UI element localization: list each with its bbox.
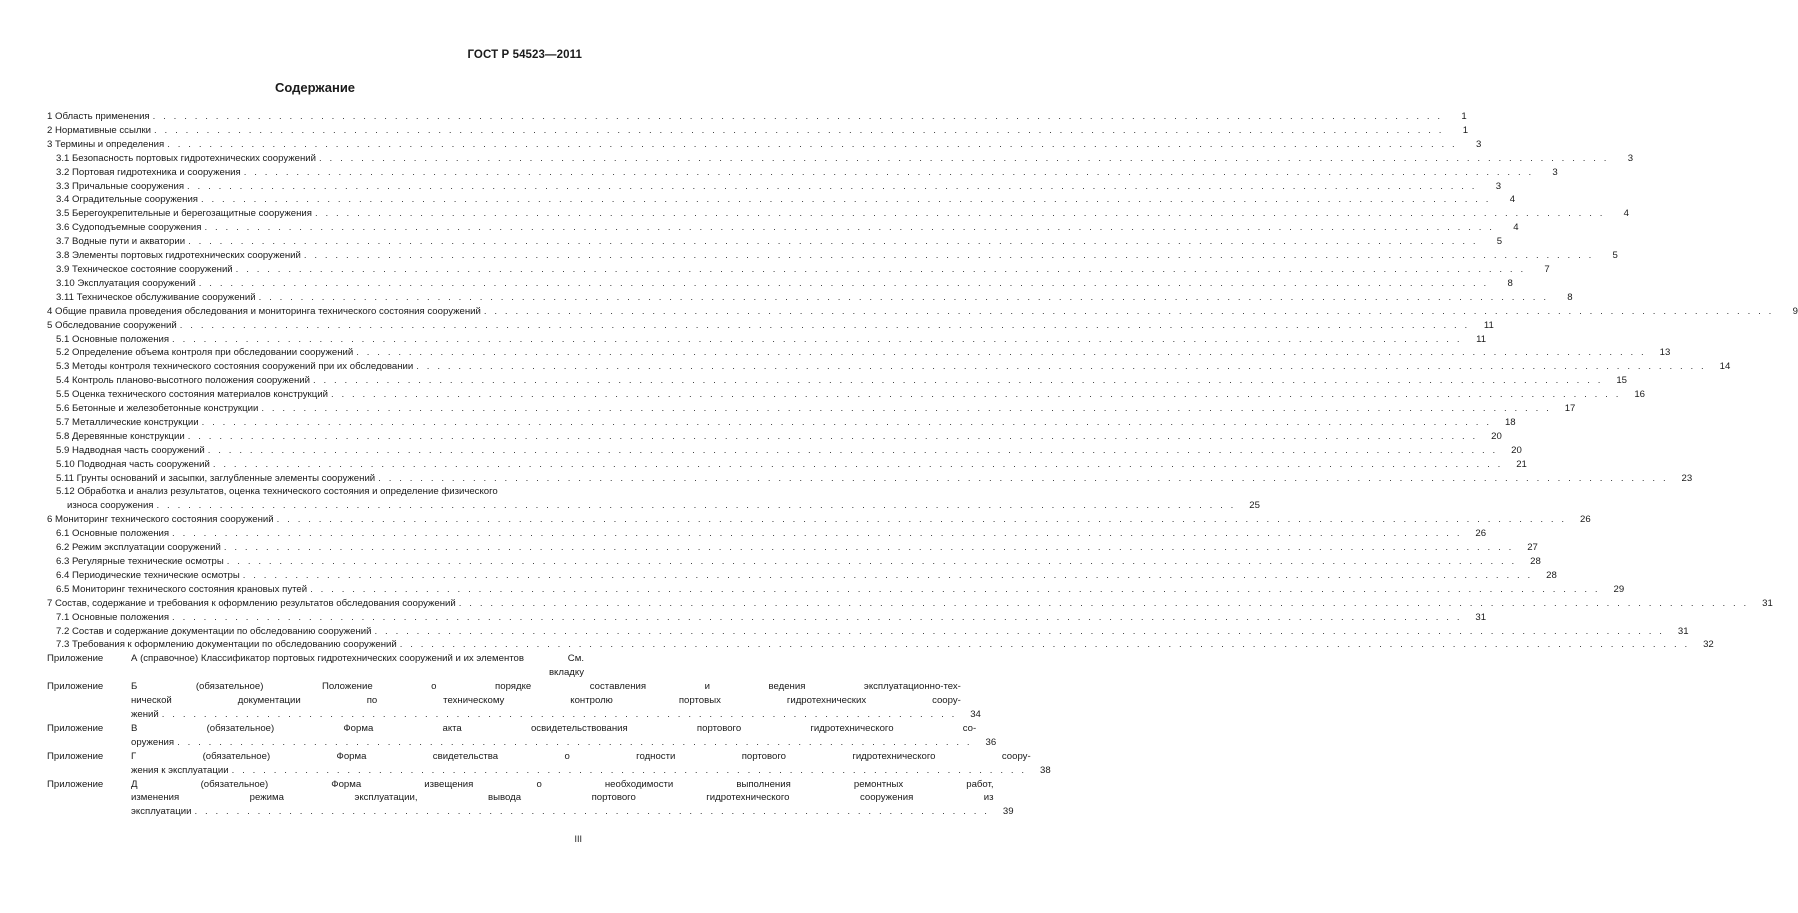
leader-dots [188, 430, 1478, 444]
leader-dots [224, 541, 1514, 555]
toc-entry-title: 3.8 Элементы портовых гидротехнических сооружений [56, 250, 301, 262]
toc-entry-page: 9 [1792, 305, 1798, 317]
leader-dots [416, 360, 1706, 374]
toc-entry[interactable] [47, 555, 1541, 569]
toc-entry[interactable] [47, 458, 1527, 472]
toc-entry-title: 5.1 Основные положения [56, 333, 170, 345]
toc-entry-page: 26 [1475, 528, 1487, 540]
leader-dots [172, 333, 1462, 347]
toc-entry-title: 5.3 Методы контроля технического состояния сооружений при их обследовании [56, 361, 414, 373]
appendix-line [131, 778, 1014, 792]
leader-dots [236, 263, 1526, 277]
appendix-list [47, 652, 1051, 819]
leader-dots [484, 305, 1774, 319]
page-number: III [574, 834, 582, 844]
appendix-body [131, 652, 584, 680]
leader-dots [187, 180, 1477, 194]
leader-dots [319, 152, 1609, 166]
leader-dots [188, 235, 1478, 249]
leader-dots [201, 193, 1491, 207]
toc-entry-title: 7.1 Основные положения [56, 611, 170, 623]
toc-entry-continuation[interactable] [47, 499, 1260, 513]
appendix-title: Г (обязательное) Форма свидетельства о годности портового гидротехнического соору- [131, 750, 1031, 762]
toc-entry[interactable] [47, 402, 1576, 416]
toc-entry-title: 7.3 Требования к оформлению документации по обследованию сооружений [56, 639, 397, 651]
appendix-entry[interactable] [47, 750, 1051, 778]
toc-entry-title: 5.10 Подводная часть сооружений [56, 458, 210, 470]
toc-entry[interactable] [47, 416, 1516, 430]
toc-entry-page: 5 [1496, 236, 1503, 248]
toc-entry-page: 11 [1476, 333, 1487, 345]
appendix-line [131, 666, 584, 680]
leader-dots [244, 166, 1534, 180]
appendix-title: изменения режима эксплуатации, вывода портового гидротехнического сооружения из [131, 792, 994, 804]
toc-entry-page: 16 [1634, 389, 1645, 401]
toc-entry-page: 32 [1703, 639, 1714, 651]
toc-entry-title: 3.4 Оградительные сооружения [56, 194, 198, 206]
toc-entry-title: 2 Нормативные ссылки [47, 124, 152, 136]
toc-entry-title: 3.7 Водные пути и акватории [56, 236, 186, 248]
toc-entry-title: 3.10 Эксплуатация сооружений [56, 277, 196, 289]
appendix-label: Приложение [47, 778, 104, 790]
toc-entry[interactable] [47, 583, 1625, 597]
leader-dots [205, 221, 1495, 235]
toc-entry[interactable] [47, 333, 1487, 347]
toc-entry[interactable] [47, 597, 1773, 611]
toc-entry-title: 5.7 Металлические конструкции [56, 416, 199, 428]
toc-entry-page: 20 [1491, 430, 1502, 442]
leader-dots [202, 416, 1492, 430]
leader-dots [153, 110, 1443, 124]
appendix-page: 36 [985, 736, 997, 748]
appendix-line [131, 736, 996, 750]
toc-entry-title: 5.8 Деревянные конструкции [56, 430, 185, 442]
toc-entry[interactable] [47, 569, 1557, 583]
toc-entry-page: 18 [1504, 416, 1516, 428]
toc-entry-title: 6.4 Периодические технические осмотры [56, 569, 240, 581]
toc-entry-title: 5.6 Бетонные и железобетонные конструкции [56, 403, 259, 415]
leader-dots [177, 736, 972, 750]
toc-entry-title: 5.9 Надводная часть сооружений [56, 444, 205, 456]
leader-dots [157, 499, 1236, 513]
toc-entry[interactable] [47, 193, 1516, 207]
appendix-page: 38 [1040, 764, 1051, 776]
toc-entry-title: 4 Общие правила проведения обследования и мониторинга технического состояния сооружений [47, 305, 481, 317]
appendix-line [131, 652, 584, 666]
leader-dots [400, 638, 1690, 652]
appendix-line [131, 791, 1014, 805]
appendix-label: Приложение [47, 653, 104, 665]
appendix-title: В (обязательное) Форма акта освидетельствования портового гидротехнического со- [131, 722, 977, 734]
appendix-title: нической документации по техническому контролю портовых гидротехнических соору- [131, 695, 961, 707]
appendix-entry[interactable] [47, 722, 997, 750]
toc-entry[interactable] [47, 541, 1538, 555]
toc-entry[interactable] [47, 430, 1502, 444]
toc-entry-title: 3 Термины и определения [47, 138, 165, 150]
toc-entry[interactable] [47, 277, 1513, 291]
leader-dots [154, 124, 1444, 138]
leader-dots [213, 458, 1503, 472]
toc-entry[interactable] [47, 360, 1731, 374]
toc-entry-page: 25 [1249, 500, 1260, 512]
toc-entry[interactable] [47, 180, 1502, 194]
toc-entry[interactable] [47, 110, 1467, 124]
appendix-line [131, 805, 1014, 819]
toc-entry-page: 3 [1495, 180, 1502, 192]
toc-entry[interactable] [47, 346, 1671, 360]
toc-entry-page: 31 [1762, 597, 1773, 609]
toc-entry[interactable] [47, 235, 1503, 249]
toc-entry-title: 6.5 Мониторинг технического состояния крановых путей [56, 583, 308, 595]
appendix-entry[interactable] [47, 778, 1014, 820]
toc-entry-page: 20 [1511, 444, 1522, 456]
toc-entry-page: 28 [1546, 569, 1557, 581]
appendix-label: Приложение [47, 722, 104, 734]
toc-entry-page: 14 [1719, 361, 1731, 373]
appendix-line [131, 680, 981, 694]
toc-entry-page: 4 [1623, 208, 1630, 220]
page-title: Содержание [274, 80, 356, 95]
toc-entry-page: 29 [1613, 583, 1625, 595]
appendix-line [131, 750, 1051, 764]
leader-dots [172, 527, 1462, 541]
toc-entry[interactable] [47, 138, 1482, 152]
appendix-label: Приложение [47, 681, 104, 693]
leader-dots [162, 708, 957, 722]
toc-entry-title: 6 Мониторинг технического состояния сооружений [47, 514, 274, 526]
toc-entry-page: 17 [1564, 403, 1576, 415]
appendix-title: жений [131, 708, 159, 720]
appendix-line [131, 764, 1051, 778]
toc-entry[interactable] [47, 625, 1689, 639]
toc-entry-page: 28 [1530, 556, 1541, 567]
leader-dots [310, 583, 1600, 597]
toc-entry[interactable] [47, 472, 1693, 486]
appendix-page: 39 [1002, 806, 1014, 818]
leader-dots [313, 374, 1603, 388]
appendix-body [131, 750, 1051, 778]
toc-entry-title: 3.9 Техническое состояние сооружений [56, 263, 233, 275]
leader-dots [375, 625, 1665, 639]
toc-entry-page: 31 [1677, 625, 1689, 637]
toc-entry-title: 7.2 Состав и содержание документации по обследованию сооружений [56, 625, 372, 637]
standard-number: ГОСТ Р 54523—2011 [467, 49, 582, 61]
toc-entry-title: 3.2 Портовая гидротехника и сооружения [56, 166, 241, 178]
toc-entry-title: 3.3 Причальные сооружения [56, 180, 185, 192]
toc-entry[interactable] [47, 152, 1634, 166]
appendix-entry[interactable] [47, 652, 584, 680]
appendix-line [131, 708, 981, 722]
toc-entry[interactable] [47, 263, 1550, 277]
toc-entry[interactable] [47, 485, 584, 499]
toc-entry[interactable] [47, 388, 1645, 402]
appendix-page: См. [567, 653, 584, 665]
toc-entry-page: 3 [1627, 152, 1634, 164]
toc-entry-title: 7 Состав, содержание и требования к оформлению результатов обследования сооружений [47, 597, 456, 609]
appendix-body [131, 680, 981, 722]
toc-entry[interactable] [47, 124, 1469, 138]
toc-entry-page: 8 [1507, 277, 1513, 289]
leader-dots [459, 597, 1749, 611]
toc-entry-page: 3 [1475, 138, 1482, 150]
table-of-contents [47, 110, 1798, 819]
toc-entry[interactable] [47, 305, 1798, 319]
leader-dots [199, 277, 1489, 291]
appendix-body [131, 722, 996, 750]
appendix-body [131, 778, 1014, 820]
toc-entry-title: 5.11 Грунты оснований и засыпки, заглубленные элементы сооружений [56, 472, 376, 484]
toc-entry-page: 8 [1567, 291, 1573, 303]
appendix-title: жения к эксплуатации [131, 764, 229, 776]
toc-entry-page: 5 [1612, 250, 1618, 262]
appendix-entry[interactable] [47, 680, 981, 722]
toc-entry-title: износа сооружения [67, 500, 154, 512]
leader-dots [315, 207, 1605, 221]
toc-entry-title: 6.3 Регулярные технические осмотры [56, 556, 224, 567]
leader-dots [304, 249, 1594, 263]
toc-section-rest [47, 513, 1773, 652]
toc-entry-page: 11 [1483, 319, 1494, 331]
appendix-page-note: вкладку [548, 667, 584, 679]
leader-dots [356, 346, 1646, 360]
toc-entry[interactable] [47, 527, 1487, 541]
toc-entry-page: 15 [1616, 375, 1628, 387]
toc-entry-title: 5.12 Обработка и анализ результатов, оценка технического состояния и определение физического [56, 486, 498, 498]
toc-entry-title: 3.11 Техническое обслуживание сооружений [56, 291, 256, 303]
leader-dots [243, 569, 1533, 583]
toc-entry-title: 3.6 Судоподъемные сооружения [56, 222, 202, 234]
leader-dots [167, 138, 1457, 152]
appendix-label: Приложение [47, 750, 104, 762]
leader-dots [180, 319, 1470, 333]
toc-entry[interactable] [47, 611, 1487, 625]
toc-entry-title: 5 Обследование сооружений [47, 319, 177, 331]
leader-dots [232, 764, 1027, 778]
toc-entry-page: 1 [1461, 111, 1467, 122]
toc-entry-title: 5.2 Определение объема контроля при обследовании сооружений [56, 347, 354, 359]
toc-entry-page: 21 [1516, 458, 1527, 470]
toc-entry-page: 3 [1552, 166, 1558, 178]
toc-entry[interactable] [47, 638, 1714, 652]
leader-dots [277, 513, 1567, 527]
toc-entry[interactable] [47, 444, 1522, 458]
appendix-title: оружения [131, 736, 175, 748]
leader-dots [227, 555, 1517, 569]
appendix-title: эксплуатации [131, 806, 192, 818]
appendix-line [131, 722, 996, 736]
toc-entry[interactable] [47, 291, 1573, 305]
leader-dots [194, 805, 989, 819]
appendix-title: Б (обязательное) Положение о порядке составления и ведения эксплуатационно-тех- [131, 681, 961, 693]
toc-entry[interactable] [47, 207, 1630, 221]
toc-entry[interactable] [47, 319, 1494, 333]
toc-entry-title: 3.1 Безопасность портовых гидротехнических сооружений [56, 152, 317, 164]
toc-entry-title: 5.5 Оценка технического состояния материалов конструкций [56, 389, 328, 401]
toc-entry[interactable] [47, 249, 1618, 263]
toc-entry-title: 3.5 Берегоукрепительные и берегозащитные сооружения [56, 208, 312, 220]
appendix-title: Д (обязательное) Форма извещения о необходимости выполнения ремонтных работ, [131, 778, 994, 790]
toc-entry-page: 7 [1544, 263, 1550, 275]
toc-entry-page: 13 [1659, 347, 1671, 359]
leader-dots [378, 472, 1668, 486]
toc-entry-page: 26 [1580, 514, 1591, 526]
leader-dots [261, 402, 1551, 416]
toc-entry-title: 1 Область применения [47, 111, 150, 122]
toc-entry-page: 23 [1681, 472, 1693, 484]
leader-dots [208, 444, 1498, 458]
toc-entry[interactable] [47, 166, 1558, 180]
leader-dots [331, 388, 1621, 402]
toc-entry-page: 4 [1513, 222, 1519, 234]
appendix-page: 34 [970, 708, 981, 720]
toc-entry-title: 6.2 Режим эксплуатации сооружений [56, 542, 221, 554]
leader-dots [172, 611, 1462, 625]
leader-dots [259, 291, 1549, 305]
toc-entry-page: 31 [1475, 611, 1487, 623]
toc-entry-title: 5.4 Контроль планово-высотного положения сооружений [56, 375, 310, 387]
toc-section-main [47, 110, 1798, 485]
toc-entry-page: 4 [1509, 194, 1516, 206]
appendix-title: А (справочное) Классификатор портовых гидротехнических сооружений и их элементов [131, 653, 524, 665]
appendix-line [131, 694, 981, 708]
toc-entry[interactable] [47, 221, 1519, 235]
toc-entry[interactable] [47, 374, 1628, 388]
toc-entry-page: 1 [1462, 124, 1469, 136]
toc-entry-title: 6.1 Основные положения [56, 528, 170, 540]
toc-entry-page: 27 [1527, 542, 1538, 554]
toc-entry[interactable] [47, 513, 1591, 527]
